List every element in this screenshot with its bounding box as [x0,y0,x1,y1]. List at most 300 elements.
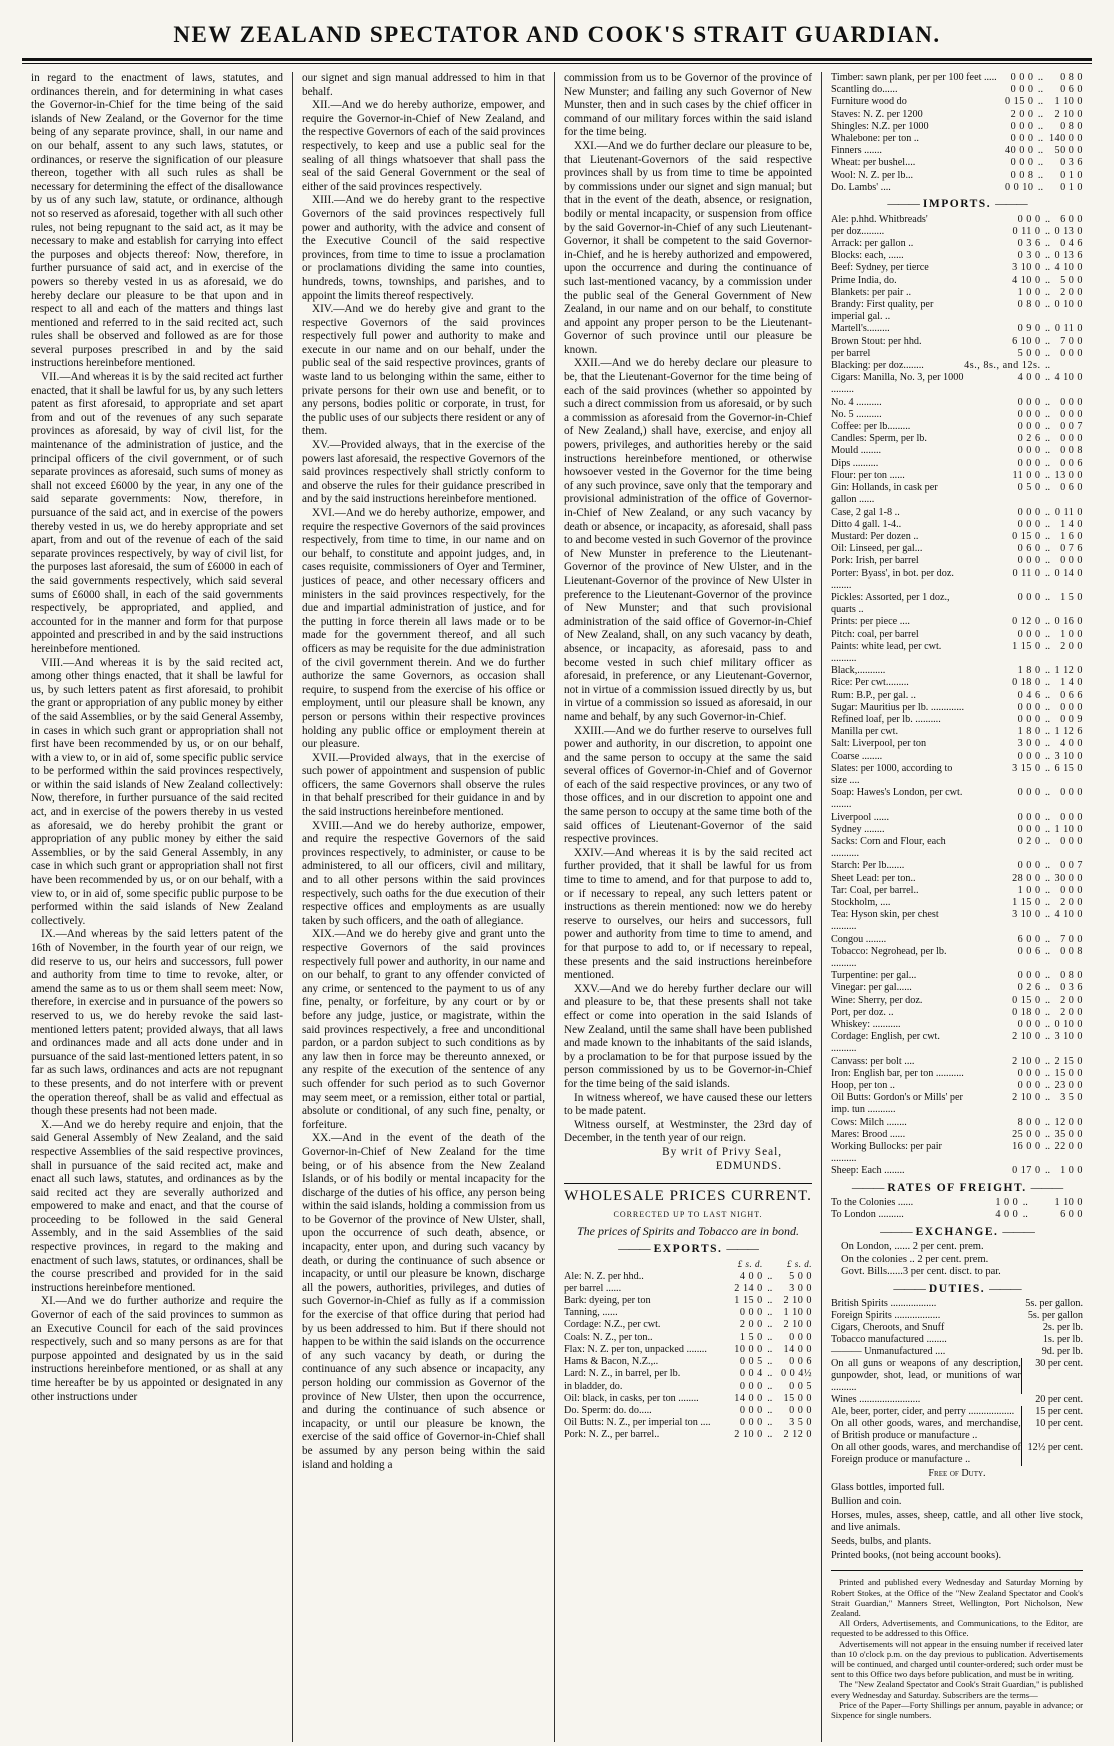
price-sep: .. [1037,181,1043,193]
price-low: 0 0 0 [1010,157,1034,169]
price-row [564,1393,812,1405]
price-sep: .. [1044,421,1051,433]
imports-heading: ——— IMPORTS. ——— [831,198,1083,212]
price-item: Wool: N. Z. per lb... [831,169,914,181]
price-sep: .. [1037,108,1043,120]
price-item: Arrack: per gallon .. [831,238,914,250]
price-sep: .. [1044,994,1051,1006]
price-item: Blacking: per doz........ [831,360,924,372]
price-low: 16 0 0 [1012,1141,1041,1153]
masthead-rule-thin [22,63,1092,64]
price-low: 0 9 0 [1017,323,1041,335]
price-high: 2 0 0 [1060,897,1083,908]
price-high: 15 0 0 [783,1392,812,1404]
price-row [831,433,1083,445]
free-item: Printed books, (not being account books). [831,1550,1002,1562]
price-item: Wine: Sherry, per doz. [831,994,923,1006]
paragraph: XII.—And we do hereby authorize, empower, and require the Governor-in-Chief of New Zealand, and the respective Governors of each of the said provinces respectively, to keep and use a public seal for the sealing of all things whatsoever that shall pass the seal of the said General Government or the seal of either of the said provinces respectively. [302,99,545,193]
price-item: Black,........... [831,665,886,677]
price-sep: .. [1044,665,1051,677]
price-high: 35 0 0 [1054,1128,1083,1140]
imprint-line: Advertisements will not appear in the ensuing number if received later than 10 o'clock p.m. on the day previous to publication. Advertisements will be continued, and charged until counter-ordered; such order must be sent to this Office two days before publication, and must be in writing. [831,1638,1083,1680]
imports-table [831,214,1083,1178]
price-sep: .. [1037,72,1043,83]
price-low: 40 0 0 [1004,145,1034,157]
price-row [831,1080,1083,1092]
price-sep: .. [1044,250,1051,262]
exchange-line: On the colonies .. 2 per cent. prem. [841,1253,989,1265]
price-item: Pickles: Assorted, per 1 doz., quarts .. [831,591,950,616]
price-high: 0 10 0 [1054,299,1083,311]
price-low: 0 0 0 [739,1307,763,1319]
price-low: 0 0 0 [739,1380,763,1392]
price-low: 8 0 0 [1017,1116,1041,1128]
price-low: 3 10 0 [1012,262,1041,274]
price-sep: .. [1044,286,1051,298]
price-low: 0 15 0 [1012,530,1041,542]
price-high: 22 0 0 [1054,1141,1083,1153]
duty-item: Ale, beer, porter, cider, and perry .................. [831,1406,1021,1418]
price-sep: .. [1044,482,1051,494]
price-item: Ale: N. Z. per hhd.. [564,1270,644,1282]
duty-row [831,1322,1083,1334]
price-row [831,665,1083,677]
duty-row [831,1418,1083,1442]
price-high: 50 0 0 [1054,145,1083,157]
duty-row [831,1406,1083,1418]
price-low: 0 15 0 [1004,96,1034,108]
price-row [831,348,1083,360]
price-low: 0 0 0 [1017,823,1041,835]
price-low: 0 17 0 [1012,1165,1041,1177]
price-high: 2 0 0 [1060,286,1083,298]
price-high: 0 0 9 [1060,713,1083,725]
price-sep: .. [1044,274,1051,286]
price-item: Blankets: per pair .. [831,286,912,298]
price-item: Do. Lambs' .... [831,181,891,193]
paragraph: VIII.—And whereas it is by the said recited act, among other things enacted, that it shall be lawful for us, by such letters patent as first aforesaid, to prohibit the grant or appropriation of any public money by either of the said Assemblies, or by the said General Assemby, in cases in which such grant or appropriation shall not first have been recommended by us, or on our behalf, with a view to, or in aid of, some specific public service to be performed within the said provinces respectively, or within the said islands of New Zealand collectively: Now, therefore, in further pursuance of the said recited act, and in exercise of the powers thereby in us vested as aforesaid, we do hereby prohibit the grant or appropriation of any public money by either the said Assemblies, or by the said General Assembly, in any case in which such grant or appropriation shall not first have been recommended by us, or on our behalf, with a view to, or in aid of, some specific public purpose to be performed within the said islands of New Zealand collectively. [31,656,283,927]
price-row [831,170,1083,182]
price-item: Sugar: Mauritius per lb. ............. [831,701,964,713]
price-sep: .. [1044,1067,1051,1079]
duty-rate: 15 per cent. [1035,1406,1083,1418]
price-row [831,568,1083,592]
price-item: Sydney ........ [831,823,885,835]
price-row [831,145,1083,157]
price-low: 0 0 0 [1017,1019,1041,1031]
paragraph: IX.—And whereas by the said letters patent of the 16th of November, in the fourth year of our reign, we did reserve to us, our heirs and successors, full power and authority from time to time to revoke, alter, or amend the same as to us or them shall seem meet: Now, therefore, in exercise and in pursuance of the powers so reserved to us, we do hereby revoke the said last-mentioned letters patent; provided always, that all laws and ordinances made and all acts done under and in pursuance of the said last-mentioned letters patent, in so far as such laws, ordinances and acts are not repugnant to these presents, and do not interfere with or prevent the operation thereof, shall be as valid and effectual as though these presents had not been made. [31,928,283,1118]
price-low: 0 0 0 [739,1404,763,1416]
duty-rate: 10 per cent. [1035,1418,1083,1430]
imprint-line: All Orders, Advertisements, and Communications, to the Editor, are requested to be addressed to this Office. [831,1618,1083,1639]
price-high: 4 10 0 [1054,262,1083,274]
price-item: Finners ....... [831,145,882,157]
price-row [564,1307,812,1319]
price-item: in bladder, do. [564,1380,623,1392]
exchange-line: On London, ...... 2 per cent. prem. [841,1241,984,1253]
price-high: 0 0 0 [1060,701,1083,713]
price-sep: .. [1044,262,1051,274]
price-row [831,860,1083,872]
prices-title: WHOLESALE PRICES CURRENT. [564,1188,812,1205]
signature: EDMUNDS. [715,1159,782,1172]
column-1 [22,72,292,1742]
price-low: 0 0 0 [1017,518,1041,530]
price-high: 6 0 0 [1060,213,1083,225]
price-row [831,409,1083,421]
price-high: 0 3 6 [1060,157,1083,169]
price-high: 0 0 8 [1060,945,1083,957]
paragraph: XV.—Provided always, that in the exercise of the powers last aforesaid, the respective Governors of the said provinces respectively shall strictly conform to and observe the rules for their guidance prescribed in and by the said instructions hereinbefore mentioned. [302,439,545,506]
price-item: Ale: p.hhd. Whitbreads' [831,213,928,225]
price-item: Gin: Hollands, in cask per gallon ...... [831,482,938,506]
price-row [831,250,1083,262]
price-row [831,543,1083,555]
price-low: 0 0 0 [1017,970,1041,982]
price-row [831,1117,1083,1129]
price-high: 2 15 0 [1054,1055,1083,1067]
paragraph: XI.—And we do further authorize and require the Governor of each of the said provinces to summon as an Executive Council for each of the said provinces respectively, such and so many persons as are for that purpose appointed and designated by us in the said instructions hereinbefore mentioned, or as shall at any time hereafter be by us appointed or designated in any other instructions under [31,1295,283,1403]
price-low: 4s., 8s., and 12s. [964,360,1041,372]
price-item: Oil Butts: Gordon's or Mills' per imp. tun ........... [831,1092,963,1116]
price-item: Manilla per cwt. [831,726,899,738]
price-high: 3 0 0 [789,1282,812,1294]
price-high: 1 10 0 [1054,96,1083,108]
price-high: 0 0 0 [1060,835,1083,847]
price-high: 1 4 0 [1060,677,1083,689]
duty-row [831,1346,1083,1358]
price-low: 0 0 4 [739,1368,763,1380]
paragraph: XIX.—And we do hereby give and grant unto the respective Governors of the said provinces respectively full power and authority, in our name and on our behalf, to grant to any offender convicted of any crime, or sentenced to the payment to us of any fine, penalty, or forfeiture, by any court or by or before any judge, justice, or magistrate, within the said provinces respectively, a free and unconditional pardon, or a pardon subject to such conditions as by any law then in force may be thereunto annexed, or any respite of the execution of the sentence of any such offender for such period as to such Governor may seem meet, or a remission, either total or partial, absolute or conditional, of any such fine, penalty, or forfeiture. [302,928,545,1131]
paragraph: XIII.—And we do hereby grant to the respective Governors of the said provinces respectively full power and authority, with the advice and consent of the Executive Council of the said respective provinces, from time to time to issue a proclamation or proclamations dividing the same into counties, hundreds, towns, townships, and parishes, and to appoint the limits thereof respectively. [302,194,545,302]
price-row [831,909,1083,933]
duty-item: Foreign Spirits .................. [831,1310,941,1322]
price-row [831,555,1083,567]
price-item: Coals: N. Z., per ton.. [564,1331,653,1343]
duty-rate: 9d. per lb. [1041,1346,1083,1358]
price-high: 0 6 6 [1060,689,1083,701]
price-low: 0 18 0 [1012,677,1041,689]
exports-heading: ——— EXPORTS. ——— [564,1243,812,1257]
exports-table [564,1258,812,1441]
price-sep: .. [1044,982,1051,994]
price-row [564,1429,812,1441]
paragraph: XXI.—And we do further declare our pleasure to be, that Lieutenant-Governors of the said respective provinces shall by us from time to time be appointed by commissions under our signet and sign manual; but that in the event of the death, absence, or resignation, bodily or mental incapacity, or suspension from office by the said Governor-in-Chief of any such Lieutenant-Governor, it shall be competent to the said Governor-in-Chief, and he is hereby authorized and empowered, upon the occurrence and during the continuance of such last-mentioned vacancy, by a commission under the public seal of the General Government of New Zealand, in our name and on our behalf, to constitute and appoint any proper person to be the Lieutenant-Governor of such province until our pleasure be known. [564,139,812,356]
price-high: 1 10 0 [1054,1197,1083,1209]
price-item: Port, per doz. .. [831,1006,894,1018]
price-row [564,1356,812,1368]
price-item: Shingles: N.Z. per 1000 [831,120,929,132]
price-row [831,109,1083,121]
exchange-line: Govt. Bills......3 per cent. disct. to par. [841,1266,1001,1278]
price-item: Canvass: per bolt .... [831,1055,915,1067]
price-item: Soap: Hawes's London, per cwt. ........ [831,787,963,811]
duty-rate: 20 per cent. [1035,1394,1083,1406]
price-row [564,1344,812,1356]
price-item: Case, 2 gal 1-8 .. [831,506,900,518]
duty-item: On all other goods, wares, and merchandise of Foreign produce or manufacture .. [831,1442,1021,1466]
price-high: 0 0 5 [789,1380,812,1392]
price-sep: .. [1044,567,1051,579]
price-low: 0 0 0 [1017,1067,1041,1079]
price-item: Pitch: coal, per barrel [831,628,919,640]
price-sep: .. [1044,555,1051,567]
price-high: 1 0 0 [1060,628,1083,640]
price-sep: .. [767,1404,773,1416]
price-row [831,157,1083,169]
price-high: 1 4 0 [1060,518,1083,530]
price-high: 0 0 7 [1060,421,1083,433]
price-low: 0 15 0 [1012,994,1041,1006]
price-low: 1 0 0 [1017,286,1041,298]
price-sep: .. [1037,120,1043,132]
column-2 [292,72,554,1742]
price-high: 0 11 0 [1054,323,1083,335]
price-sep: .. [1044,543,1051,555]
paragraph: In witness whereof, we have caused these our letters to be made patent. [564,1091,812,1118]
price-low: 0 2 6 [1017,433,1041,445]
price-row [831,133,1083,145]
columns [22,72,1092,1742]
price-sep: .. [1044,787,1051,799]
price-high: 0 14 0 [1054,567,1083,579]
price-row [831,1129,1083,1141]
price-row [831,372,1083,396]
price-sep: .. [1044,933,1051,945]
price-high: 0 11 0 [1054,506,1083,518]
free-item: Glass bottles, imported full. [831,1482,945,1494]
price-high: 0 0 6 [789,1356,812,1368]
price-row [831,641,1083,665]
price-row [831,885,1083,897]
price-item: Congou ........ [831,933,887,945]
prices-corrected-note: CORRECTED UP TO LAST NIGHT. [613,1209,763,1219]
price-low: 0 0 0 [1017,555,1041,567]
duty-row [831,1394,1083,1406]
imprint [831,1570,1083,1720]
price-item: No. 5 .......... [831,408,882,420]
price-low: 0 0 0 [1017,506,1041,518]
paragraph: X.—And we do hereby require and enjoin, that the said General Assembly of New Zealand, and the said respective Assemblies of the said respective provinces, shall in pursuance of the said recited act, make and enact all such laws, statutes, and ordinances as by the said recited act they are severally authorized and empowered to make and enact, and that the course of proceeding to be followed in the said General Assembly, and in the said Assemblies of the said respective provinces, in regard to the making and enactment of such laws, statutes, or ordinances, shall be the course prescribed and provided for in the said instructions hereinbefore mentioned. [31,1118,283,1294]
price-item: Hams & Bacon, N.Z.,.. [564,1356,659,1368]
price-sep: .. [1044,1055,1051,1067]
price-low: 0 0 0 [1010,72,1034,83]
price-row [831,1165,1083,1177]
free-item: Horses, mules, asses, sheep, cattle, and all other live stock, and live animals. [831,1510,1083,1534]
price-high: 0 10 0 [1054,1019,1083,1031]
price-item: Hoop, per ton .. [831,1080,895,1092]
price-item: Flour: per ton ...... [831,469,905,481]
price-row [564,1381,812,1393]
price-high: 1 10 0 [783,1307,812,1319]
price-item: To the Colonies ...... [831,1197,914,1209]
price-low: 0 0 10 [1004,181,1034,193]
price-item: Scantling do...... [831,84,898,96]
price-row [831,836,1083,860]
price-low: 0 0 0 [1017,628,1041,640]
price-low: 4 0 0 [995,1209,1019,1221]
price-sep: .. [767,1392,773,1404]
price-low: 0 0 0 [1017,811,1041,823]
price-sep: .. [1044,1019,1051,1031]
imprint-line: The "New Zealand Spectator and Cook's Strait Guardian," is published every Wednesday and Saturday. Subscribers are the terms— [831,1679,1083,1700]
price-item: Cordage: N.Z., per cwt. [564,1319,661,1331]
price-sep: .. [1044,408,1051,420]
price-item: Sacks: Corn and Flour, each ........... [831,835,946,860]
freight-heading: ——— RATES OF FREIGHT. ——— [831,1182,1083,1196]
paragraph: Witness ourself, at Westminster, the 23rd day of December, in the tenth year of our reign. [564,1118,812,1145]
price-sep: .. [1044,970,1051,982]
price-high: 0 0 4½ [780,1368,812,1380]
price-item: per barrel ...... [564,1282,622,1294]
price-low: 0 5 0 [1017,482,1041,494]
price-row [831,1019,1083,1031]
price-row [831,1056,1083,1068]
price-row [831,507,1083,519]
price-high: 2 10 0 [1054,108,1083,120]
price-low: 0 0 0 [1017,213,1041,225]
price-sep: .. [1044,1128,1051,1140]
price-low: 0 0 0 [1017,408,1041,420]
price-low: 1 15 0 [1012,897,1041,908]
price-high: 6 15 0 [1054,762,1083,774]
price-high: 0 6 0 [1060,482,1083,494]
price-item: Whiskey: ........... [831,1019,901,1031]
price-sep: .. [1044,811,1051,823]
price-item: Cows: Milch ........ [831,1116,907,1128]
price-low: 1 8 0 [1017,726,1041,738]
price-low: 14 0 0 [734,1392,763,1404]
price-sep: .. [767,1319,773,1331]
section-divider [564,1183,812,1184]
price-row [831,677,1083,689]
price-low: 1 8 0 [1017,665,1041,677]
price-item: Oil: black, in casks, per ton ........ [564,1392,699,1404]
price-high: 1 6 0 [1060,530,1083,542]
price-row [564,1332,812,1344]
price-sep: .. [1044,1141,1051,1153]
price-low: 0 0 0 [1017,445,1041,457]
price-low: 0 2 6 [1017,982,1041,994]
price-low: 0 0 0 [1017,591,1041,603]
price-sep: .. [1044,518,1051,530]
lsd-header: £ s. d. [737,1259,763,1270]
column-4 [821,72,1092,1742]
price-low: 3 10 0 [1012,909,1041,921]
price-low: 25 0 0 [1012,1128,1041,1140]
free-item: Bullion and coin. [831,1496,902,1508]
price-low: 0 0 0 [1017,860,1041,872]
price-sep: .. [1044,713,1051,725]
price-high: 0 0 0 [1060,884,1083,896]
price-sep: .. [1037,84,1043,96]
price-high: 5 0 0 [1060,274,1083,286]
price-high: 0 0 0 [1060,555,1083,567]
price-low: 10 0 0 [734,1343,763,1355]
price-row [831,751,1083,763]
paragraph: commission from us to be Governor of the province of New Munster; and failing any such Governor of New Munster, then and in such cases by the chief officer in command of our military forces within the said island for the time being. [564,72,812,139]
price-high: 2 10 0 [783,1319,812,1331]
price-low: 5 0 0 [1017,347,1041,359]
price-low: 4 10 0 [1012,274,1041,286]
price-item: Cigars: Manilla, No. 3, per 1000 ......... [831,372,964,396]
price-item: Coffee: per lb......... [831,421,911,433]
duty-rate: 12½ per cent. [1027,1442,1083,1454]
price-item: Mustard: Per dozen .. [831,530,919,542]
price-item: Staves: N. Z. per 1200 [831,108,923,120]
price-high: 0 6 0 [1060,84,1083,96]
price-high: 0 13 6 [1054,250,1083,262]
price-high: 2 0 0 [1060,1006,1083,1018]
price-sep: .. [767,1417,773,1429]
duty-row [831,1442,1083,1466]
price-item: Ditto 4 gall. 1-4.. [831,518,902,530]
price-sep: .. [1044,835,1051,847]
price-sep: .. [1044,640,1051,652]
duty-row [831,1334,1083,1346]
price-high: 0 0 0 [789,1404,812,1416]
price-low: 0 0 0 [1010,133,1034,145]
price-sep: .. [1044,616,1051,628]
price-sep: .. [1037,96,1043,108]
price-item: Turpentine: per gal... [831,970,917,982]
price-row [831,995,1083,1007]
price-item: Tobacco: Negrohead, per lb. .......... [831,945,947,970]
price-sep: .. [1044,689,1051,701]
price-high: 4 0 0 [1060,738,1083,750]
price-row [831,360,1083,372]
price-row [831,226,1083,238]
price-row [831,96,1083,108]
price-sep: .. [1044,897,1051,908]
price-high: 2 0 0 [1060,640,1083,652]
price-row [831,946,1083,970]
price-low: 0 0 0 [739,1417,763,1429]
duty-rate: 5s. per gallon [1027,1310,1083,1322]
price-sep: .. [1044,1080,1051,1092]
price-low: 0 2 0 [1017,835,1041,847]
price-sep: .. [1044,530,1051,542]
price-item: Pork: N. Z., per barrel.. [564,1429,660,1441]
duty-item: Tobacco manufactured ........ [831,1334,947,1346]
price-low: 0 0 0 [1017,701,1041,713]
price-high: 3 5 0 [789,1417,812,1429]
price-item: Cordage: English, per cwt. .......... [831,1031,940,1055]
price-high: 0 4 6 [1060,238,1083,250]
price-sep: .. [767,1368,773,1380]
price-item: Candles: Sperm, per lb. [831,433,927,445]
price-sep: .. [1044,335,1051,347]
price-low: 2 10 0 [734,1429,763,1441]
price-low: 0 0 0 [1010,84,1034,96]
price-high: 0 16 0 [1054,616,1083,628]
price-sep: .. [767,1331,773,1343]
price-sep: .. [1044,884,1051,896]
price-high: 2 12 0 [783,1429,812,1441]
price-row [831,323,1083,335]
duty-row [831,1310,1083,1322]
price-row [831,72,1083,84]
exchange-heading: ——— EXCHANGE. ——— [831,1226,1083,1240]
price-item: Flax: N. Z. per ton, unpacked ........ [564,1343,707,1355]
price-item: Do. Sperm: do. do..... [564,1404,652,1416]
price-low: 1 15 0 [734,1295,763,1307]
price-low: 0 0 0 [1017,713,1041,725]
price-sep: .. [1044,677,1051,689]
price-item: Rice: Per cwt......... [831,677,909,689]
price-row [831,482,1083,506]
price-sep: .. [1044,323,1051,335]
